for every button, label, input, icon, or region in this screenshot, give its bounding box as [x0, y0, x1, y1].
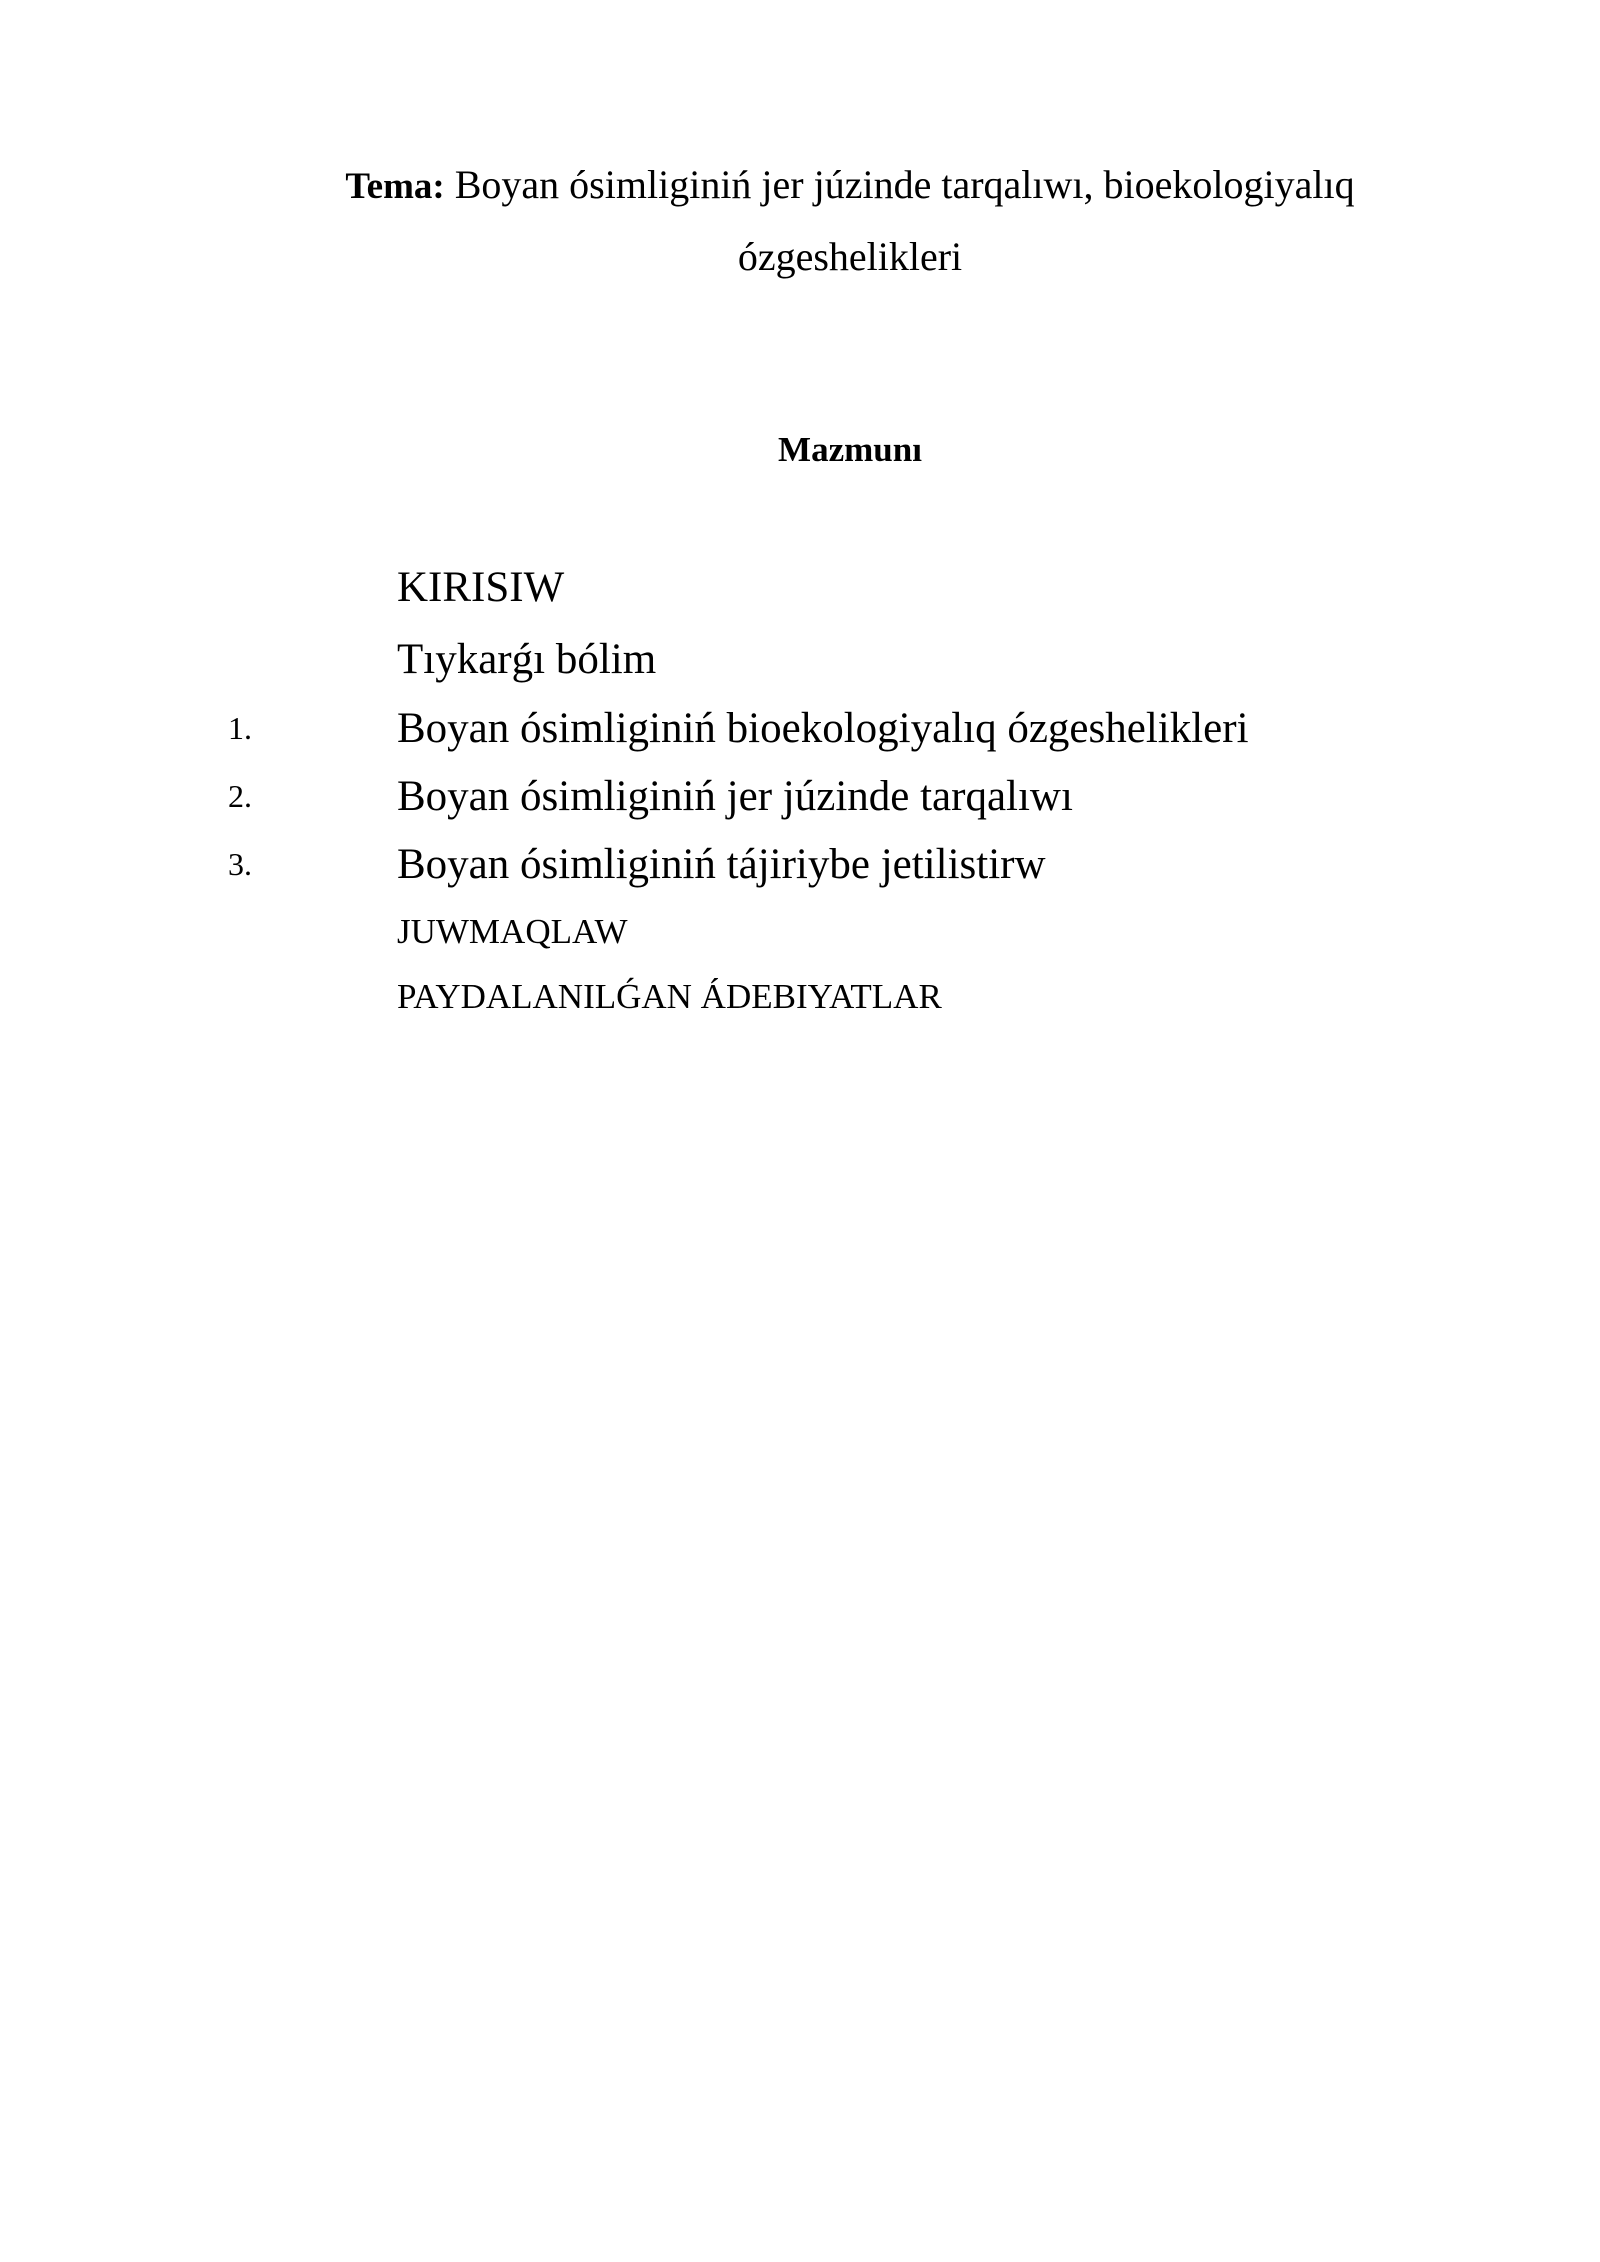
- document-title: [300, 150, 1400, 292]
- toc-item-conclusion: [0, 912, 1600, 972]
- title-label: Tema:: [345, 166, 445, 207]
- toc-item-text: Boyan ósimliginiń bioekologiyalıq ózgeshelikleri: [397, 705, 1249, 752]
- title-text: Boyan ósimliginiń jer júzinde tarqalıwı, bioekologiyalıq ózgeshelikleri: [454, 162, 1355, 279]
- toc-item-text: Boyan ósimliginiń tájiriybe jetilistirw: [397, 841, 1046, 888]
- toc-item-references: [0, 977, 1600, 1037]
- toc-item-main-part: [0, 635, 1600, 695]
- toc-item-3: [0, 840, 1600, 900]
- contents-heading: Mazmunı: [778, 430, 922, 469]
- toc-item-text: Tıykarǵı bólim: [397, 636, 657, 683]
- toc-item-text: Boyan ósimliginiń jer júzinde tarqalıwı: [397, 773, 1073, 820]
- toc-item-number: 2.: [228, 778, 252, 814]
- toc-item-2: [0, 772, 1600, 832]
- toc-item-text: KIRISIW: [397, 564, 565, 611]
- toc-item-1: [0, 704, 1600, 764]
- toc-item-text: JUWMAQLAW: [397, 912, 628, 951]
- toc-item-introduction: [0, 563, 1600, 623]
- toc-item-number: 3.: [228, 846, 252, 882]
- toc-item-text: PAYDALANILǴAN ÁDEBIYATLAR: [397, 977, 942, 1016]
- toc-item-number: 1.: [228, 710, 252, 746]
